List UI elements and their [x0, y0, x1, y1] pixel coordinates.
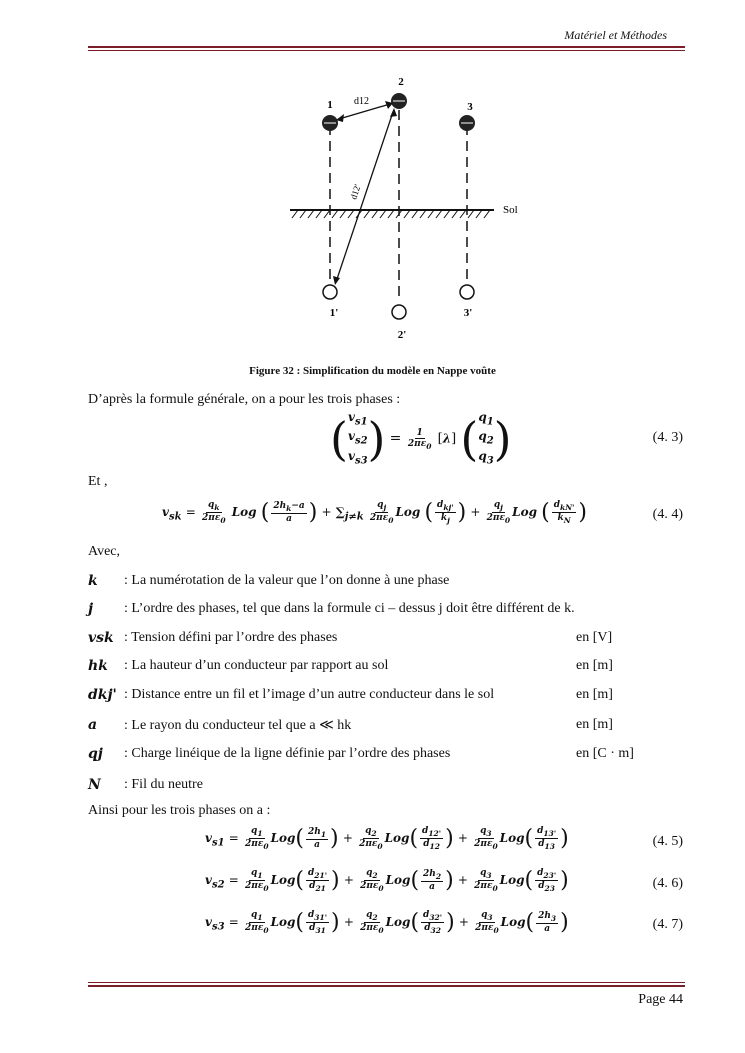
label-i1: 1' — [329, 307, 339, 319]
def-unit-qj: en [C · m] — [576, 746, 634, 761]
paragraph-et: Et , — [88, 474, 108, 489]
label-c2: 2 — [398, 76, 404, 88]
paragraph-intro: D’après la formule générale, on a pour les trois phases : — [88, 392, 401, 407]
equation-4-7: $v_{s3}$ = $\frac{q_1}{2\pi\varepsilon_0}$ Log( $\frac{d_{31'}}{d_{31}}$ ) + $\frac{q_2}{2\pi\varepsilon_0}$ Log( $\frac{d_{32'}}{d_{32}}$ ) + $\frac{q_3}{2\pi\varepsilon_0}$ Log( $\frac{2h_3}{a}$ ) — [205, 910, 569, 935]
def-symbol-j: j — [88, 601, 94, 617]
equation-4-5: $v_{s1}$ = $\frac{q_1}{2\pi\varepsilon_0}$ Log( $\frac{2h_1}{a}$ ) + $\frac{q_2}{2\pi\varepsilon_0}$ Log( $\frac{d_{12'}}{d_{12}}$ ) + $\frac{q_3}{2\pi\varepsilon_0}$ Log( $\frac{d_{13'}}{d_{13}}$ ) — [205, 826, 569, 851]
paragraph-avec: Avec, — [88, 544, 120, 559]
label-i2: 2' — [397, 329, 407, 341]
header-rule-thin — [88, 50, 685, 51]
def-desc-k: : La numérotation de la valeur que l’on donne à une phase — [124, 573, 450, 588]
figure-diagram — [288, 70, 518, 341]
running-header: Matériel et Méthodes — [564, 28, 667, 42]
def-symbol-vsk: vsk — [88, 630, 114, 646]
equation-4-3: ($v_{s1}$ $v_{s2}$ $v_{s3}$) = $\frac{1}{2\pi\varepsilon_0}$ [λ] ($q_1$ $q_2$ $q_3$) — [330, 410, 512, 467]
def-desc-hk: : La hauteur d’un conducteur par rapport au sol — [124, 658, 389, 673]
header-rule — [88, 46, 685, 48]
footer-rule-thin — [88, 982, 685, 983]
page-number: Page 44 — [638, 992, 683, 1007]
def-desc-a: : Le rayon du conducteur tel que a ≪ hk — [124, 718, 352, 733]
figure-caption: Figure 32 : Simplification du modèle en Nappe voûte — [249, 365, 496, 377]
def-symbol-qj: qj — [88, 746, 103, 762]
def-symbol-hk: hk — [88, 658, 108, 674]
equation-number-4-7: (4. 7) — [652, 917, 683, 932]
def-unit-vsk: en [V] — [576, 630, 613, 645]
def-symbol-a: a — [88, 717, 98, 733]
footer-rule — [88, 985, 685, 987]
def-desc-n: : Fil du neutre — [124, 777, 203, 792]
equation-number-4-4: (4. 4) — [652, 507, 683, 522]
def-desc-vsk: : Tension défini par l’ordre des phases — [124, 630, 338, 645]
label-c1: 1 — [327, 99, 333, 111]
def-desc-qj: : Charge linéique de la ligne définie par l’ordre des phases — [124, 746, 451, 761]
label-d12-prime: d12' — [348, 183, 363, 201]
equation-4-6: $v_{s2}$ = $\frac{q_1}{2\pi\varepsilon_0}$ Log( $\frac{d_{21'}}{d_{21}}$ ) + $\frac{q_2}{2\pi\varepsilon_0}$ Log( $\frac{2h_2}{a}$ ) + $\frac{q_3}{2\pi\varepsilon_0}$ Log( $\frac{d_{23'}}{d_{23}}$ ) — [205, 868, 569, 893]
def-symbol-dkj: dkj' — [88, 687, 117, 703]
equation-number-4-3: (4. 3) — [652, 430, 683, 445]
label-c3: 3 — [467, 101, 473, 113]
equation-4-4: $v_{sk}$ = $\frac{q_k}{2\pi\varepsilon_0}$ Log ( $\frac{2h_k-a}{a}$ ) + $\sum_{j\ne k}$ $\frac{q_j}{2\pi\varepsilon_0}$ Log ( $\frac{d_{kj'}}{k_j}$ ) + $\frac{q_j}{2\pi\varepsilon_0}$ Log ( $\frac{d_{kN'}}{k_N}$ ) — [162, 500, 587, 525]
def-desc-j: : L’ordre des phases, tel que dans la formule ci – dessus j doit être différent de k. — [124, 601, 575, 616]
def-symbol-n: N — [88, 777, 101, 793]
label-d12: d12 — [354, 96, 369, 107]
paragraph-ainsi: Ainsi pour les trois phases on a : — [88, 803, 271, 818]
def-symbol-k: k — [88, 573, 98, 589]
label-i3: 3' — [463, 307, 473, 319]
equation-number-4-5: (4. 5) — [652, 834, 683, 849]
def-unit-a: en [m] — [576, 717, 613, 732]
label-ground: Sol — [503, 204, 518, 216]
def-unit-hk: en [m] — [576, 658, 613, 673]
equation-number-4-6: (4. 6) — [652, 876, 683, 891]
def-unit-dkj: en [m] — [576, 687, 613, 702]
def-desc-dkj: : Distance entre un fil et l’image d’un autre conducteur dans le sol — [124, 687, 495, 702]
